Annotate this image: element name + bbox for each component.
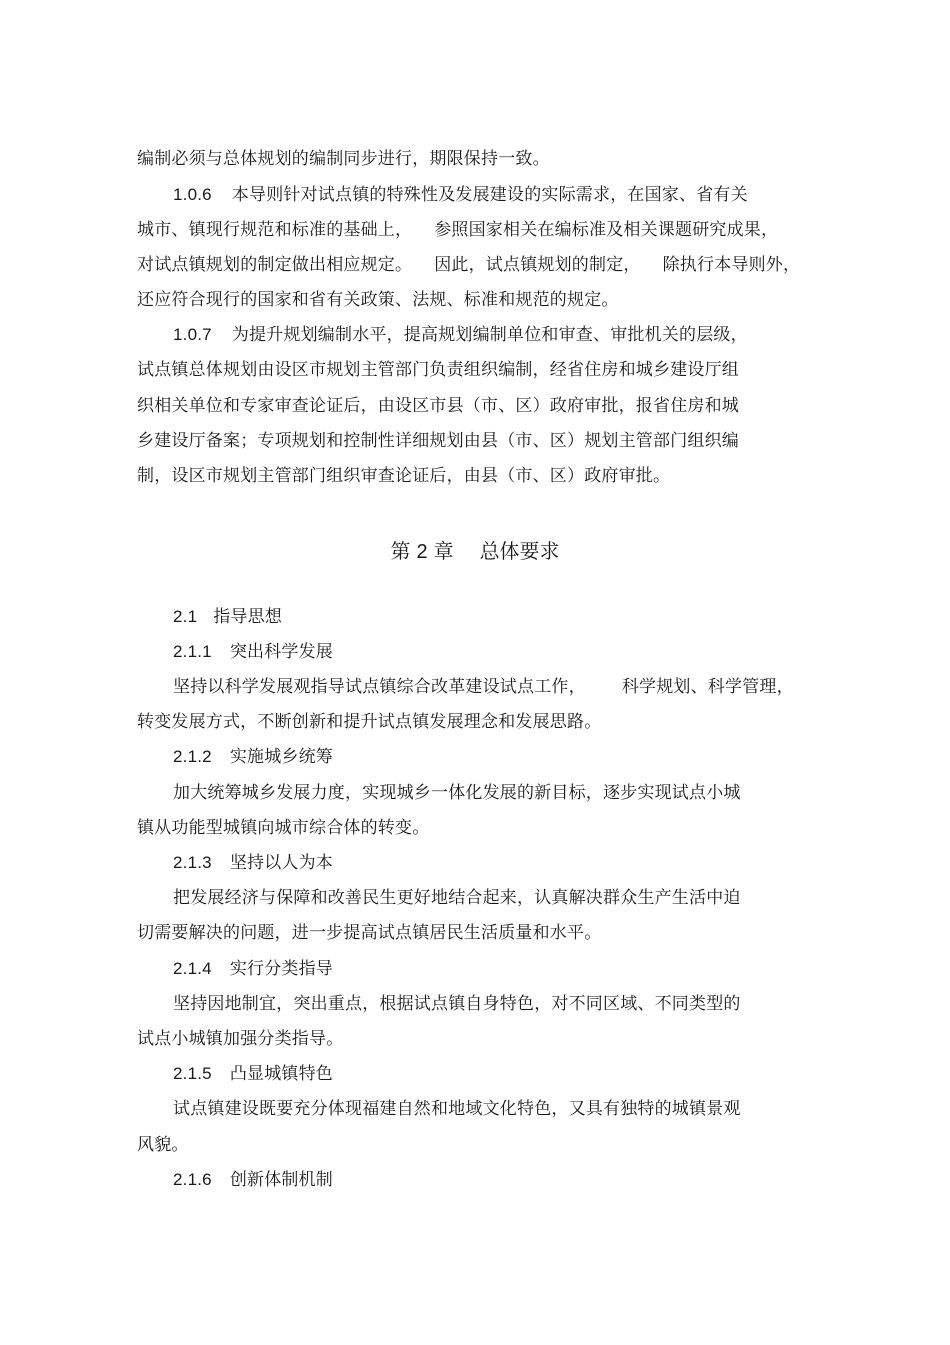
text: 坚持因地制宜，突出重点，根据试点镇自身特色，对不同区域、不同类型的 bbox=[173, 994, 741, 1014]
chapter-prefix: 第 bbox=[390, 539, 411, 563]
paragraph-line bbox=[137, 711, 601, 733]
text: 试点镇建设既要充分体现福建自然和地域文化特色，又具有独特的城镇景观 bbox=[173, 1099, 741, 1119]
text: 风貌。 bbox=[137, 1135, 189, 1155]
text: 因此，试点镇规划的制定， bbox=[434, 255, 641, 275]
paragraph-line bbox=[137, 1134, 189, 1156]
section-2-1-3-heading bbox=[173, 852, 333, 874]
clause-text: 为提升规划编制水平，提高规划编制单位和审查、审批机关的层级， bbox=[231, 325, 748, 345]
section-2-1-2-heading bbox=[173, 746, 333, 768]
section-2-1-5-heading bbox=[173, 1063, 333, 1085]
section-2-1-1-heading bbox=[173, 641, 333, 663]
section-number: 2.1 bbox=[173, 607, 198, 626]
text: 加大统筹城乡发展力度，实现城乡一体化发展的新目标，逐步实现试点小城 bbox=[173, 783, 741, 803]
text: 转变发展方式，不断创新和提升试点镇发展理念和发展思路。 bbox=[137, 712, 602, 732]
text: 编制必须与总体规划的编制同步进行，期限保持一致。 bbox=[137, 149, 550, 169]
text: 试点镇总体规划由设区市规划主管部门负责组织编制，经省住房和城乡建设厅组 bbox=[137, 360, 739, 380]
clause-number: 1.0.6 bbox=[173, 185, 212, 204]
paragraph-line bbox=[137, 922, 601, 944]
paragraph-line bbox=[137, 817, 429, 839]
text: 试点小城镇加强分类指导。 bbox=[137, 1029, 344, 1049]
section-title: 凸显城镇特色 bbox=[229, 1064, 334, 1084]
text: 对试点镇规划的制定做出相应规定。 bbox=[137, 255, 413, 275]
section-number: 2.1.1 bbox=[173, 642, 212, 661]
clause-1-0-7 bbox=[173, 324, 748, 346]
clause-1-0-6 bbox=[173, 184, 748, 206]
paragraph-line bbox=[173, 676, 794, 698]
paragraph-line bbox=[173, 1098, 741, 1120]
section-title: 创新体制机制 bbox=[229, 1170, 334, 1190]
section-title: 实行分类指导 bbox=[229, 959, 334, 979]
paragraph-line bbox=[173, 993, 741, 1015]
section-title: 实施城乡统筹 bbox=[229, 747, 334, 767]
text: 制，设区市规划主管部门组织审查论证后，由县（市、区）政府审批。 bbox=[137, 466, 671, 486]
paragraph-line bbox=[137, 219, 778, 241]
paragraph-line bbox=[137, 148, 550, 170]
section-title: 坚持以人为本 bbox=[229, 853, 334, 873]
text: 镇从功能型城镇向城市综合体的转变。 bbox=[137, 818, 430, 838]
text: 还应符合现行的国家和省有关政策、法规、标准和规范的规定。 bbox=[137, 290, 619, 310]
text: 坚持以科学发展观指导试点镇综合改革建设试点工作， bbox=[173, 677, 586, 697]
paragraph-line bbox=[137, 395, 739, 417]
paragraph-line bbox=[137, 465, 670, 487]
section-number: 2.1.2 bbox=[173, 747, 212, 766]
chapter-suffix: 章 bbox=[433, 539, 454, 563]
section-title: 突出科学发展 bbox=[229, 642, 334, 662]
section-2-1-6-heading bbox=[173, 1169, 333, 1191]
text: 除执行本导则外， bbox=[662, 255, 801, 275]
section-2-1-4-heading bbox=[173, 958, 333, 980]
paragraph-line bbox=[137, 1028, 343, 1050]
clause-text: 本导则针对试点镇的特殊性及发展建设的实际需求，在国家、省有关 bbox=[231, 185, 748, 205]
paragraph-line bbox=[137, 289, 619, 311]
text: 织相关单位和专家审查论证后，由设区市县（市、区）政府审批，报省住房和城 bbox=[137, 396, 739, 416]
clause-number: 1.0.7 bbox=[173, 325, 212, 344]
text: 城市、镇现行规范和标准的基础上， bbox=[137, 220, 413, 240]
paragraph-line bbox=[173, 887, 741, 909]
section-number: 2.1.3 bbox=[173, 853, 212, 872]
chapter-number: 2 bbox=[416, 541, 428, 563]
text: 切需要解决的问题，进一步提高试点镇居民生活质量和水平。 bbox=[137, 923, 602, 943]
chapter-title: 总体要求 bbox=[479, 539, 560, 563]
section-title: 指导思想 bbox=[213, 607, 283, 627]
paragraph-line bbox=[137, 254, 800, 276]
text: 把发展经济与保障和改善民生更好地结合起来，认真解决群众生产生活中迫 bbox=[173, 888, 741, 908]
paragraph-line bbox=[137, 359, 739, 381]
section-number: 2.1.6 bbox=[173, 1170, 212, 1189]
paragraph-line bbox=[137, 430, 739, 452]
text: 参照国家相关在编标准及相关课题研究成果， bbox=[434, 220, 779, 240]
section-2-1-heading bbox=[173, 606, 282, 628]
paragraph-line bbox=[173, 782, 741, 804]
chapter-heading bbox=[0, 538, 950, 565]
section-number: 2.1.5 bbox=[173, 1064, 212, 1083]
text: 乡建设厅备案；专项规划和控制性详细规划由县（市、区）规划主管部门组织编 bbox=[137, 431, 739, 451]
text: 科学规划、科学管理， bbox=[621, 677, 794, 697]
section-number: 2.1.4 bbox=[173, 959, 212, 978]
